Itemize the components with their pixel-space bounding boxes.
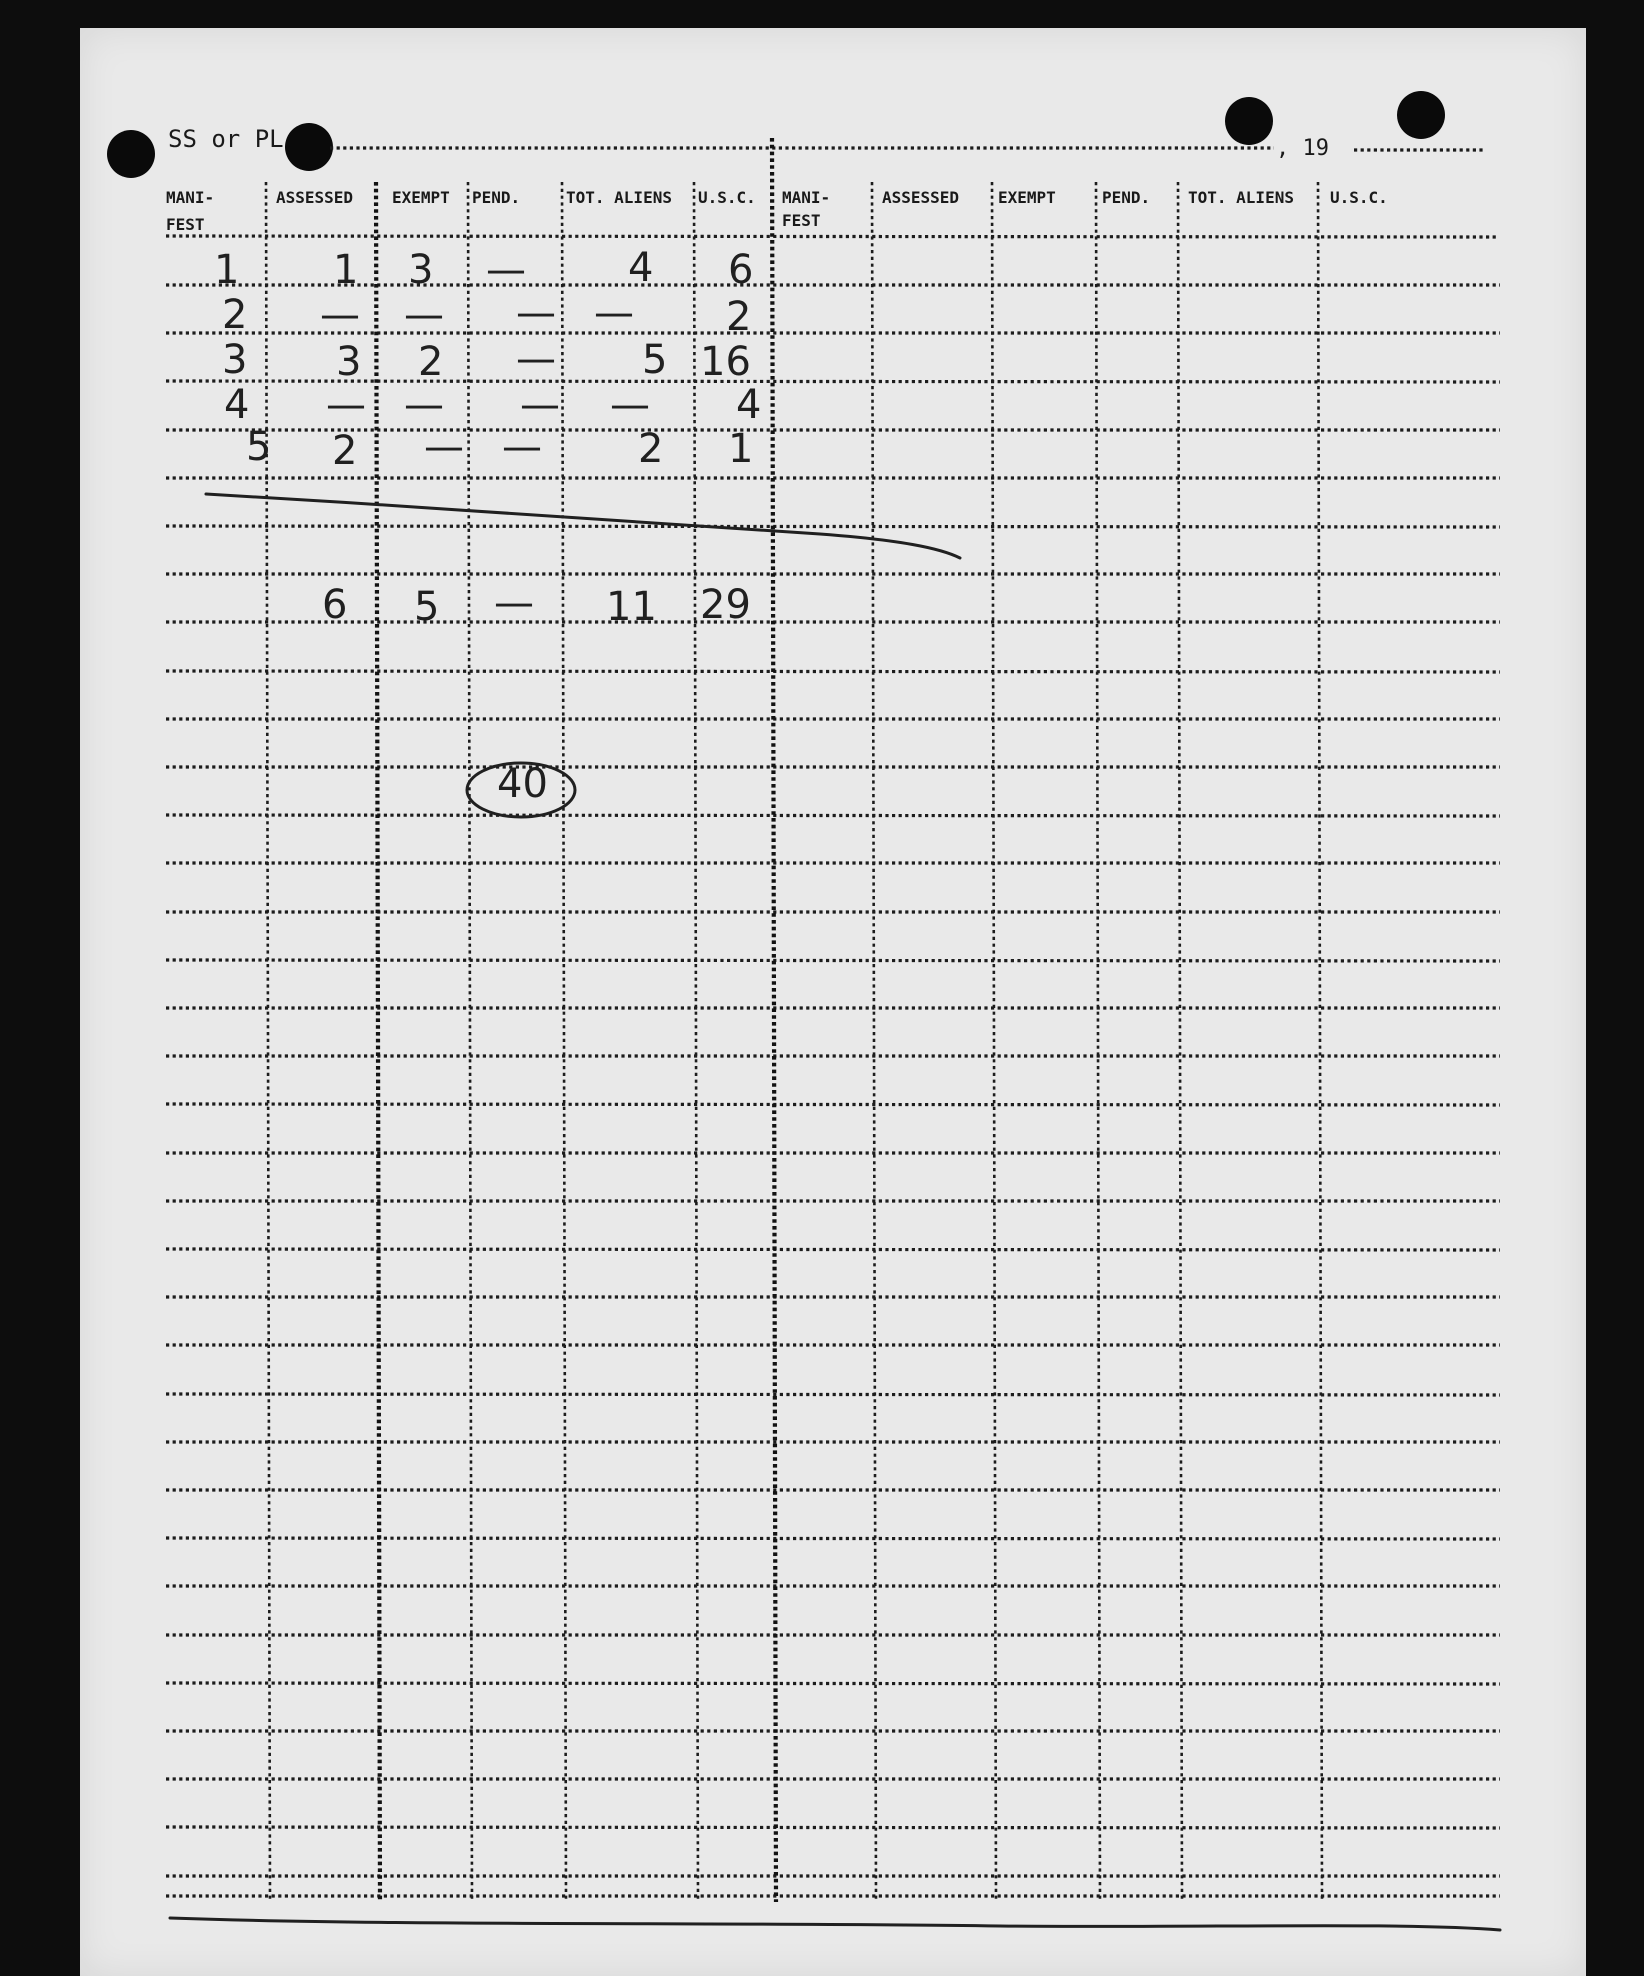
- entry-2-assessed: —: [320, 292, 360, 338]
- punch-hole-right-2: [1397, 91, 1445, 139]
- grid-column-rule: [1178, 182, 1182, 1902]
- right-header-usc: U.S.C.: [1330, 188, 1388, 207]
- entry-5-manifest: 5: [246, 424, 272, 470]
- entry-5-pend: —: [502, 424, 542, 470]
- entry-1-manifest: 1: [214, 247, 240, 293]
- entry-5-tot-aliens: 2: [638, 426, 664, 472]
- total-pend: —: [494, 580, 534, 626]
- right-header-assessed: ASSESSED: [882, 188, 960, 207]
- right-header-tot-aliens: TOT. ALIENS: [1188, 188, 1294, 207]
- entry-4-manifest: 4: [224, 382, 250, 428]
- left-header-usc: U.S.C.: [698, 188, 756, 207]
- entry-2-tot-aliens: —: [594, 290, 634, 336]
- dotted-grid: [166, 138, 1500, 1902]
- entry-4-exempt: —: [404, 382, 444, 428]
- left-header-pend: PEND.: [472, 188, 521, 207]
- entry-5-exempt: —: [424, 424, 464, 470]
- entry-3-pend: —: [516, 336, 556, 382]
- entry-1-usc: 6: [728, 247, 754, 293]
- grand-total: 40: [497, 761, 548, 807]
- left-header-tot-aliens: TOT. ALIENS: [566, 188, 672, 207]
- entry-3-manifest: 3: [222, 337, 248, 383]
- bottom-edge-line: [170, 1918, 1500, 1930]
- entry-3-usc: 16: [700, 339, 751, 385]
- grid-column-rule: [562, 182, 566, 1902]
- total-exempt: 5: [414, 584, 440, 630]
- punch-hole-right-1: [1225, 97, 1273, 145]
- grid-row-rule: [166, 671, 1500, 672]
- right-header-exempt: EXEMPT: [998, 188, 1056, 207]
- handwritten-entries: [214, 245, 761, 474]
- entry-3-tot-aliens: 5: [642, 337, 668, 383]
- left-header-manifest-line1: MANI-: [166, 188, 215, 207]
- left-header-exempt: EXEMPT: [392, 188, 450, 207]
- grid-row-rule: [166, 1683, 1500, 1684]
- grid-column-rule: [992, 182, 996, 1902]
- punch-hole-center: [285, 123, 333, 171]
- entry-4-tot-aliens: —: [610, 382, 650, 428]
- entry-4-usc: 4: [736, 382, 762, 428]
- entry-1-tot-aliens: 4: [628, 245, 654, 291]
- grid-column-rule: [376, 182, 380, 1902]
- entry-1-pend: —: [486, 247, 526, 293]
- punch-hole-left: [107, 130, 155, 178]
- right-header-pend: PEND.: [1102, 188, 1151, 207]
- grid-row-rule: [166, 1827, 1500, 1828]
- total-usc: 29: [700, 582, 751, 628]
- grid-row-rule: [166, 381, 1500, 382]
- entry-1-exempt: 3: [408, 247, 434, 293]
- total-tot-aliens: 11: [606, 584, 657, 630]
- ship-label: SS or PL: [168, 125, 284, 153]
- grid-column-rule: [1318, 182, 1322, 1902]
- right-header-manifest-line2: FEST: [782, 211, 821, 230]
- entry-2-manifest: 2: [222, 292, 248, 338]
- grid-column-rule: [694, 182, 698, 1902]
- left-column-headers: [166, 188, 756, 234]
- grid-row-rule: [166, 815, 1500, 816]
- entry-5-assessed: 2: [332, 428, 358, 474]
- grid-row-rule: [166, 236, 1498, 237]
- entry-2-usc: 2: [726, 294, 752, 340]
- entry-4-assessed: —: [326, 382, 366, 428]
- grid-row-rule: [166, 526, 1500, 527]
- entry-1-assessed: 1: [333, 247, 359, 293]
- grid-row-rule: [166, 960, 1500, 961]
- entry-4-pend: —: [520, 382, 560, 428]
- entry-3-exempt: 2: [418, 339, 444, 385]
- entry-2-pend: —: [516, 290, 556, 336]
- left-header-manifest-line2: FEST: [166, 215, 205, 234]
- left-header-assessed: ASSESSED: [276, 188, 354, 207]
- year-label: , 19: [1276, 136, 1329, 161]
- grid-row-rule: [166, 1249, 1500, 1250]
- grid-row-rule: [166, 1538, 1500, 1539]
- grid-row-rule: [166, 1394, 1500, 1395]
- grid-column-rule: [772, 138, 776, 1902]
- total-assessed: 6: [322, 582, 348, 628]
- grid-column-rule: [1096, 182, 1100, 1902]
- grid-column-rule: [872, 182, 876, 1902]
- entry-5-usc: 1: [728, 426, 754, 472]
- grid-column-rule: [468, 182, 472, 1902]
- entry-2-exempt: —: [404, 292, 444, 338]
- right-header-manifest-line1: MANI-: [782, 188, 831, 207]
- entry-3-assessed: 3: [336, 339, 362, 385]
- grid-row-rule: [166, 1104, 1500, 1105]
